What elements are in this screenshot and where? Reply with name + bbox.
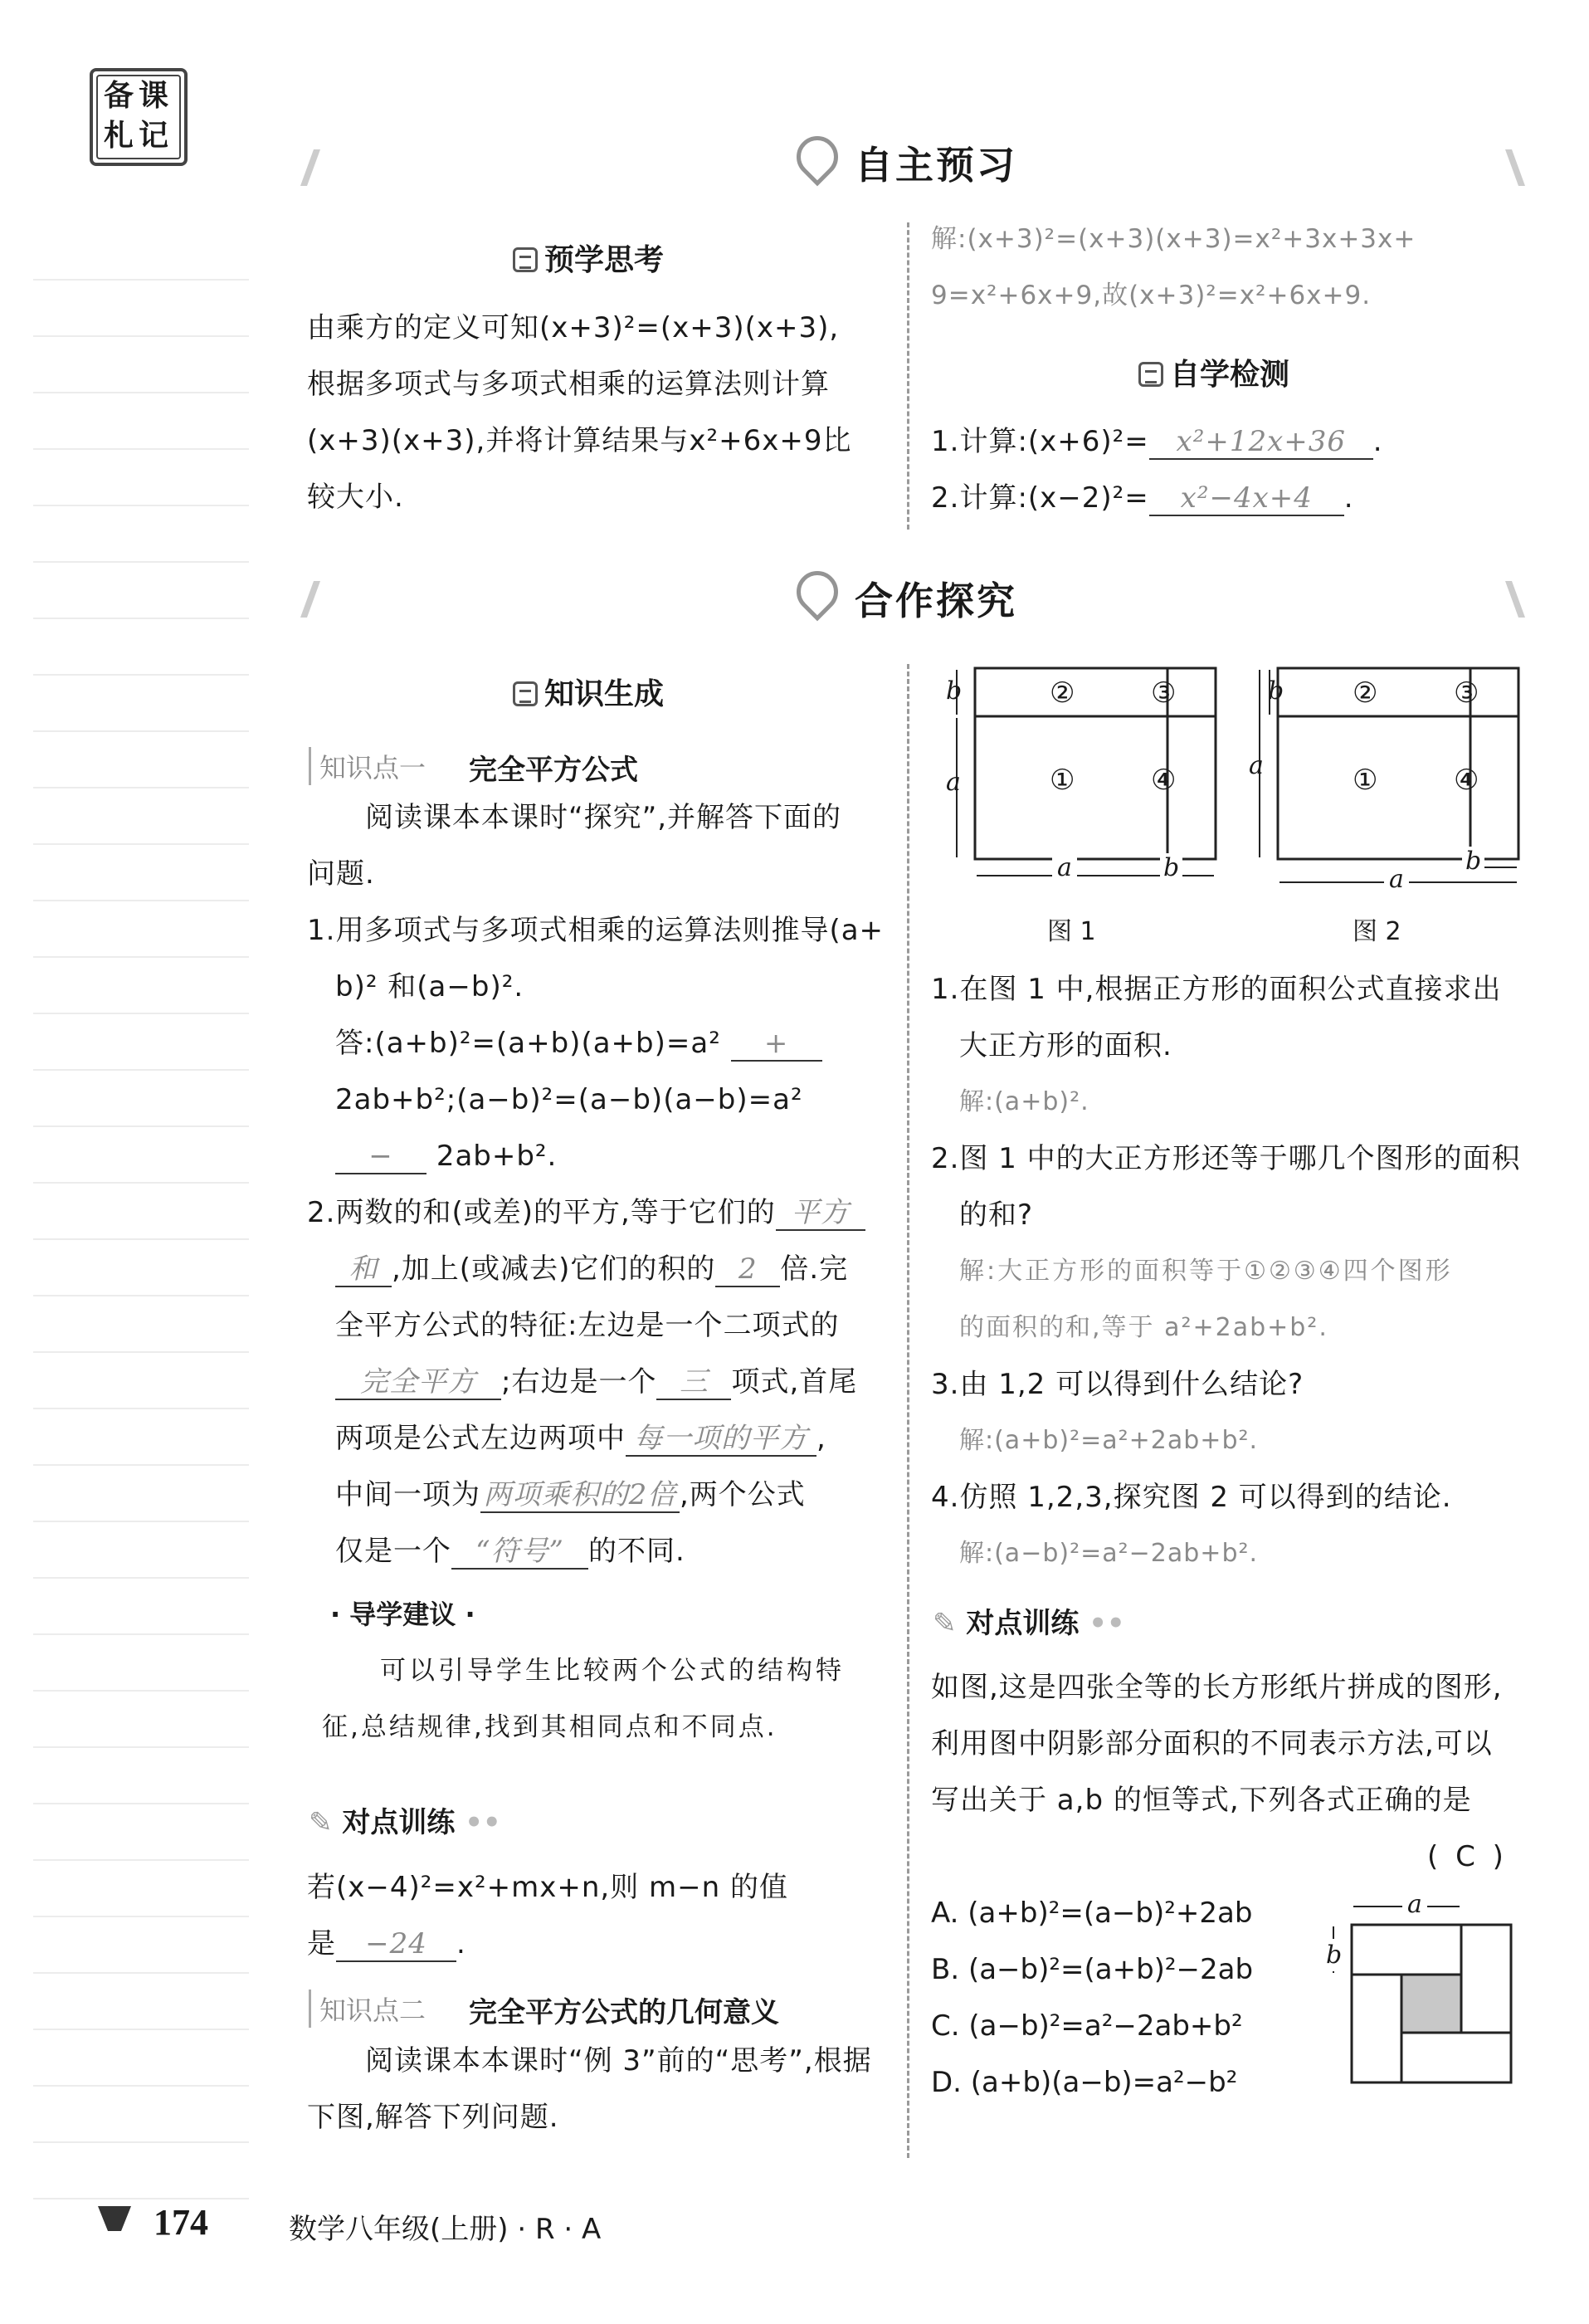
gq2-l2: 的和? xyxy=(959,1199,1034,1232)
k-q2-l4-text: ;右边是一个 xyxy=(501,1365,657,1399)
gq2-l1: 2.图 1 中的大正方形还等于哪几个图形的面积 xyxy=(931,1142,1521,1175)
section-icon-2 xyxy=(788,563,847,622)
k-q2-l7-text: 仅是一个 xyxy=(335,1535,451,1568)
k-q2-l6-text: 中间一项为 xyxy=(335,1478,480,1511)
k-a1-blank2: − xyxy=(335,1140,426,1174)
self-check-q1 xyxy=(931,425,1383,460)
self-check-q1-period: . xyxy=(1372,425,1383,458)
drill1-answer: −24 xyxy=(336,1927,456,1962)
self-check-q2-period: . xyxy=(1343,481,1354,515)
k-q1-l2: b)² 和(a−b)². xyxy=(335,970,524,1003)
notebook-icon xyxy=(513,247,538,272)
column-divider-1 xyxy=(907,222,909,530)
drill2-title xyxy=(933,1600,1125,1641)
fig2-region-2: ② xyxy=(1353,676,1378,710)
k-a1-l2: 2ab+b²;(a−b)²=(a−b)(a−b)=a² xyxy=(335,1083,803,1116)
k-q2-l1-text: 2.两数的和(或差)的平方,等于它们的 xyxy=(307,1196,776,1229)
ga3: 解:(a+b)²=a²+2ab+b². xyxy=(959,1426,1259,1455)
guide-line-2: 征,总结规律,找到其相同点和不同点. xyxy=(322,1712,777,1742)
corner-badge xyxy=(90,68,188,166)
option-a: A. (a+b)²=(a−b)²+2ab xyxy=(931,1897,1253,1930)
kp2-tag: 知识点二 xyxy=(309,1990,426,2028)
gq1-l2: 大正方形的面积. xyxy=(959,1029,1172,1062)
fig1-a-left: a xyxy=(946,768,961,797)
badge-line2: 札记 xyxy=(103,119,173,153)
kp2-title: 完全平方公式的几何意义 xyxy=(469,1996,779,2029)
ga2-l2: 的面积的和,等于 a²+2ab+b². xyxy=(959,1313,1328,1342)
fig1-region-1: ① xyxy=(1050,764,1075,797)
d2-a-label: a xyxy=(1402,1890,1427,1919)
self-check-q2 xyxy=(931,481,1354,516)
fig2-a-bottom: a xyxy=(1384,865,1409,894)
k-q2-l7 xyxy=(335,1535,685,1570)
fig2-b-left: b xyxy=(1268,676,1284,706)
ribbon-left-1 xyxy=(300,149,347,186)
preview-think-title xyxy=(513,237,664,279)
option-c: C. (a−b)²=a²−2ab+b² xyxy=(931,2009,1243,2043)
ribbon-right-1 xyxy=(1479,149,1525,186)
k-q2-l4-text2: 项式,首尾 xyxy=(731,1365,858,1399)
self-check-q1-text: 1.计算:(x+6)²= xyxy=(931,425,1149,458)
preview-line-3: (x+3)(x+3),并将计算结果与x²+6x+9比 xyxy=(307,424,852,457)
option-b: B. (a−b)²=(a+b)²−2ab xyxy=(931,1953,1254,1986)
drill1-line-2 xyxy=(307,1927,466,1962)
self-check-q1-answer: x²+12x+36 xyxy=(1149,425,1373,460)
k-a1-l1-text: 答:(a+b)²=(a+b)(a+b)=a² xyxy=(335,1027,721,1060)
knowledge-title xyxy=(513,671,664,713)
kp1-tag: 知识点一 xyxy=(309,747,426,785)
book-icon xyxy=(513,681,538,706)
self-check-q2-answer: x²−4x+4 xyxy=(1149,481,1344,516)
preview-line-4: 较大小. xyxy=(307,481,404,514)
k-q2-l4-ans2: 三 xyxy=(656,1365,731,1400)
gq4: 4.仿照 1,2,3,探究图 2 可以得到的结论. xyxy=(931,1481,1452,1514)
k-q2-l6-text2: ,两个公式 xyxy=(680,1478,806,1511)
k-q2-l6-ans: 两项乘积的2倍 xyxy=(480,1478,680,1513)
fig2-region-4: ④ xyxy=(1454,764,1479,797)
preview-solution-1: 解:(x+3)²=(x+3)(x+3)=x²+3x+3x+ xyxy=(931,224,1416,254)
d2-shaded xyxy=(1401,1975,1461,2033)
k-q2-l5-text: 两项是公式左边两项中 xyxy=(335,1422,626,1455)
k-q2-l6 xyxy=(335,1478,806,1513)
self-check-title xyxy=(1138,351,1289,393)
self-check-q2-text: 2.计算:(x−2)²= xyxy=(931,481,1149,515)
ga2-l1: 解:大正方形的面积等于①②③④四个图形 xyxy=(959,1257,1453,1286)
dots-decoration: •• xyxy=(465,1806,501,1839)
gq1-l1: 1.在图 1 中,根据正方形的面积公式直接求出 xyxy=(931,973,1502,1006)
dots-decoration-2: •• xyxy=(1089,1607,1125,1640)
ga1: 解:(a+b)². xyxy=(959,1087,1089,1116)
guide-line-1: 可以引导学生比较两个公式的结构特 xyxy=(380,1656,845,1686)
drill1-line2-text: 是 xyxy=(307,1927,336,1960)
k-q2-l4 xyxy=(335,1365,857,1400)
drill2-line-3: 写出关于 a,b 的恒等式,下列各式正确的是 xyxy=(931,1784,1472,1817)
fig1-outer-square xyxy=(975,668,1216,859)
k-q2-l2-text: ,加上(或减去)它们的积的 xyxy=(392,1252,716,1286)
checklist-icon xyxy=(1138,362,1163,387)
fig2-region-1: ① xyxy=(1353,764,1378,797)
drill2-label: 对点训练 xyxy=(966,1607,1080,1640)
drill1-title xyxy=(309,1799,501,1840)
drill2-answer: ( C ) xyxy=(1427,1840,1504,1873)
badge-line1: 备课 xyxy=(103,79,173,113)
fig1-b-left: b xyxy=(946,676,963,706)
k-q2-l2-ans2: 2 xyxy=(715,1252,780,1287)
k-a1-l1 xyxy=(335,1027,822,1062)
pencil-icon: ✎ xyxy=(309,1806,333,1839)
section-title-explore: 合作探究 xyxy=(855,579,1017,623)
fig2-a-left: a xyxy=(1249,751,1264,780)
gq3: 3.由 1,2 可以得到什么结论? xyxy=(931,1368,1304,1401)
knowledge-label: 知识生成 xyxy=(544,677,665,711)
drill1-label: 对点训练 xyxy=(342,1806,456,1839)
k-intro-2: 问题. xyxy=(307,857,375,891)
kp2-line-2: 下图,解答下列问题. xyxy=(307,2101,559,2134)
k-a1-blank1: + xyxy=(731,1027,822,1062)
ga4: 解:(a−b)²=a²−2ab+b². xyxy=(959,1539,1259,1568)
k-q2-l3: 全平方公式的特征:左边是一个二项式的 xyxy=(335,1309,840,1342)
k-q2-l1 xyxy=(307,1196,865,1231)
k-q1-l1: 1.用多项式与多项式相乘的运算法则推导(a+ xyxy=(307,914,885,947)
self-check-label: 自学检测 xyxy=(1170,358,1290,392)
fig1-region-2: ② xyxy=(1050,676,1075,710)
k-q2-l7-ans: “符号” xyxy=(451,1535,588,1570)
section-title-preview: 自主预习 xyxy=(855,143,1017,188)
k-q2-l2 xyxy=(335,1252,848,1287)
preview-line-1: 由乘方的定义可知(x+3)²=(x+3)(x+3), xyxy=(307,311,840,344)
pencil-icon-2: ✎ xyxy=(933,1607,957,1640)
drill2-line-1: 如图,这是四张全等的长方形纸片拼成的图形, xyxy=(931,1671,1503,1704)
preview-line-2: 根据多项式与多项式相乘的运算法则计算 xyxy=(307,368,830,401)
preview-solution-2: 9=x²+6x+9,故(x+3)²=x²+6x+9. xyxy=(931,281,1372,310)
section-icon xyxy=(788,128,847,187)
kp1-title: 完全平方公式 xyxy=(469,754,638,787)
k-q2-l1-ans: 平方 xyxy=(776,1196,865,1231)
page-number: 174 xyxy=(154,2202,208,2243)
fig1-caption: 图 1 xyxy=(1047,917,1096,946)
fig1-region-3: ③ xyxy=(1151,676,1177,710)
fig2-region-3: ③ xyxy=(1454,676,1479,710)
k-q2-l2-ans: 和 xyxy=(335,1252,392,1287)
k-intro-1: 阅读课本本课时“探究”,并解答下面的 xyxy=(365,801,842,834)
ribbon-left-2 xyxy=(300,581,347,618)
d2-b-label: b xyxy=(1326,1941,1343,1970)
footer-arrow-icon xyxy=(98,2206,131,2239)
k-q2-l4-ans: 完全平方 xyxy=(335,1365,501,1400)
fig1-region-4: ④ xyxy=(1151,764,1177,797)
k-a1-l3 xyxy=(335,1140,557,1174)
drill2-figure xyxy=(1323,1897,1523,2112)
k-a1-l3-text: 2ab+b². xyxy=(436,1140,558,1173)
footer-book-title: 数学八年级(上册) · R · A xyxy=(289,2213,602,2246)
drill1-period: . xyxy=(456,1927,466,1960)
fig2-caption: 图 2 xyxy=(1353,917,1401,946)
k-q2-l5 xyxy=(335,1422,826,1457)
k-q2-l5-text2: , xyxy=(816,1422,826,1455)
k-q2-l7-text2: 的不同. xyxy=(588,1535,685,1568)
guide-title: · 导学建议 · xyxy=(330,1599,475,1630)
drill1-line-1: 若(x−4)²=x²+mx+n,则 m−n 的值 xyxy=(307,1871,788,1904)
fig2-b-bottom: b xyxy=(1462,847,1484,876)
fig1-b-bottom: b xyxy=(1160,853,1182,882)
preview-think-label: 预学思考 xyxy=(544,243,665,277)
k-q2-l5-ans: 每一项的平方 xyxy=(626,1422,816,1457)
fig2-outer-square xyxy=(1278,668,1518,859)
k-q2-l2-text2: 倍.完 xyxy=(780,1252,849,1286)
drill2-line-2: 利用图中阴影部分面积的不同表示方法,可以 xyxy=(931,1727,1493,1760)
margin-lines xyxy=(33,224,249,2200)
column-divider-2 xyxy=(907,664,909,2158)
kp2-line-1: 阅读课本本课时“例 3”前的“思考”,根据 xyxy=(365,2044,872,2077)
ribbon-right-2 xyxy=(1479,581,1525,618)
option-d: D. (a+b)(a−b)=a²−b² xyxy=(931,2066,1238,2099)
fig1-a-bottom: a xyxy=(1052,853,1077,882)
